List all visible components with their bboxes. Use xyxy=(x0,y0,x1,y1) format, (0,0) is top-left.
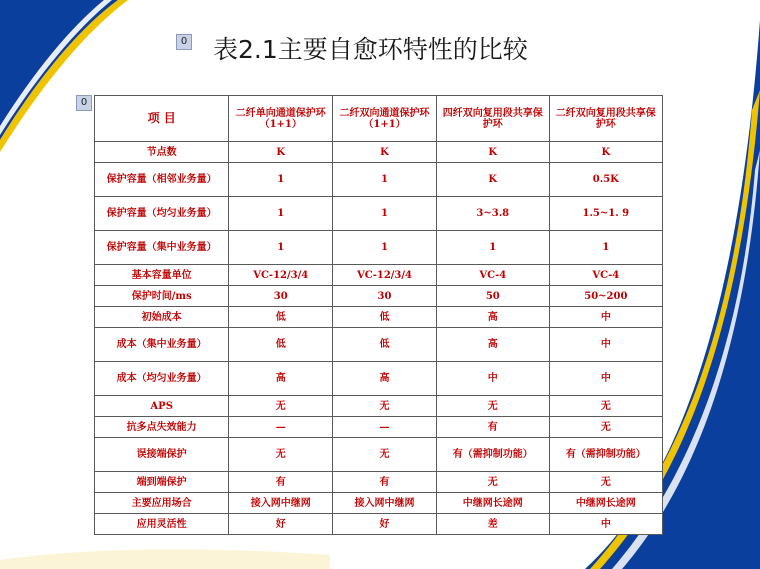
table-row xyxy=(95,163,663,197)
row-label: 抗多点失效能力 xyxy=(95,417,229,438)
cell-value: 1 xyxy=(229,163,333,197)
cell-value: 1 xyxy=(333,231,437,265)
header-ring-4: 二纤双向复用段共享保护环 xyxy=(549,96,662,142)
row-label: 保护时间/ms xyxy=(95,286,229,307)
cell-value: 0.5K xyxy=(549,163,662,197)
cell-value: 中 xyxy=(549,514,662,535)
bottom-left-gold-swoosh xyxy=(0,549,330,569)
title-placeholder-marker: 0 xyxy=(176,34,192,50)
row-label: 误接端保护 xyxy=(95,438,229,472)
cell-value: 1.5~1. 9 xyxy=(549,197,662,231)
cell-value: 低 xyxy=(333,307,437,328)
table-placeholder-marker: 0 xyxy=(76,95,92,111)
cell-value: 1 xyxy=(333,163,437,197)
table-row xyxy=(95,417,663,438)
table-row xyxy=(95,142,663,163)
table-row xyxy=(95,307,663,328)
cell-value: 有 xyxy=(333,472,437,493)
cell-value: 50 xyxy=(436,286,549,307)
row-label: APS xyxy=(95,396,229,417)
cell-value: 差 xyxy=(436,514,549,535)
table-row xyxy=(95,493,663,514)
cell-value: 中 xyxy=(549,307,662,328)
cell-value: 高 xyxy=(436,328,549,362)
row-label: 保护容量（集中业务量） xyxy=(95,231,229,265)
cell-value: K xyxy=(436,163,549,197)
cell-value: 无 xyxy=(333,396,437,417)
table-row xyxy=(95,231,663,265)
row-label: 初始成本 xyxy=(95,307,229,328)
cell-value: VC-4 xyxy=(549,265,662,286)
cell-value: 3~3.8 xyxy=(436,197,549,231)
cell-value: 无 xyxy=(549,396,662,417)
cell-value: 无 xyxy=(436,396,549,417)
cell-value: 中 xyxy=(549,328,662,362)
header-item: 项 目 xyxy=(95,96,229,142)
cell-value: 低 xyxy=(229,328,333,362)
comparison-table xyxy=(94,95,663,535)
row-label: 成本（集中业务量） xyxy=(95,328,229,362)
row-label: 基本容量单位 xyxy=(95,265,229,286)
cell-value: K xyxy=(436,142,549,163)
cell-value: 好 xyxy=(229,514,333,535)
cell-value: 无 xyxy=(229,438,333,472)
cell-value: 低 xyxy=(229,307,333,328)
cell-value: 接入网中继网 xyxy=(229,493,333,514)
cell-value: 有 xyxy=(436,417,549,438)
cell-value: 低 xyxy=(333,328,437,362)
table-row xyxy=(95,514,663,535)
table-row xyxy=(95,362,663,396)
table-row xyxy=(95,472,663,493)
table-row xyxy=(95,328,663,362)
cell-value: VC-12/3/4 xyxy=(229,265,333,286)
cell-value: 高 xyxy=(436,307,549,328)
cell-value: 1 xyxy=(549,231,662,265)
row-label: 保护容量（相邻业务量） xyxy=(95,163,229,197)
slide-title: 表2.1主要自愈环特性的比较 xyxy=(213,35,528,64)
cell-value: 30 xyxy=(333,286,437,307)
cell-value: — xyxy=(333,417,437,438)
cell-value: 中继网长途网 xyxy=(436,493,549,514)
cell-value: 中 xyxy=(549,362,662,396)
header-ring-1: 二纤单向通道保护环（1+1） xyxy=(229,96,333,142)
cell-value: 高 xyxy=(333,362,437,396)
cell-value: 中继网长途网 xyxy=(549,493,662,514)
cell-value: 无 xyxy=(549,417,662,438)
cell-value: — xyxy=(229,417,333,438)
cell-value: 接入网中继网 xyxy=(333,493,437,514)
cell-value: 好 xyxy=(333,514,437,535)
cell-value: K xyxy=(229,142,333,163)
cell-value: VC-4 xyxy=(436,265,549,286)
table-row xyxy=(95,438,663,472)
cell-value: K xyxy=(333,142,437,163)
cell-value: K xyxy=(549,142,662,163)
cell-value: 1 xyxy=(436,231,549,265)
header-ring-3: 四纤双向复用段共享保护环 xyxy=(436,96,549,142)
cell-value: 1 xyxy=(229,231,333,265)
cell-value: 无 xyxy=(549,472,662,493)
table-row xyxy=(95,265,663,286)
header-ring-2: 二纤双向通道保护环（1+1） xyxy=(333,96,437,142)
row-label: 应用灵活性 xyxy=(95,514,229,535)
cell-value: VC-12/3/4 xyxy=(333,265,437,286)
cell-value: 中 xyxy=(436,362,549,396)
cell-value: 1 xyxy=(333,197,437,231)
row-label: 保护容量（均匀业务量） xyxy=(95,197,229,231)
cell-value: 无 xyxy=(333,438,437,472)
cell-value: 有（需抑制功能） xyxy=(436,438,549,472)
row-label: 节点数 xyxy=(95,142,229,163)
row-label: 主要应用场合 xyxy=(95,493,229,514)
cell-value: 无 xyxy=(229,396,333,417)
table-row xyxy=(95,396,663,417)
table-header-row xyxy=(95,96,663,142)
cell-value: 50~200 xyxy=(549,286,662,307)
cell-value: 有 xyxy=(229,472,333,493)
row-label: 成本（均匀业务量） xyxy=(95,362,229,396)
cell-value: 高 xyxy=(229,362,333,396)
cell-value: 无 xyxy=(436,472,549,493)
cell-value: 有（需抑制功能） xyxy=(549,438,662,472)
cell-value: 30 xyxy=(229,286,333,307)
cell-value: 1 xyxy=(229,197,333,231)
table-row xyxy=(95,286,663,307)
row-label: 端到端保护 xyxy=(95,472,229,493)
table-row xyxy=(95,197,663,231)
